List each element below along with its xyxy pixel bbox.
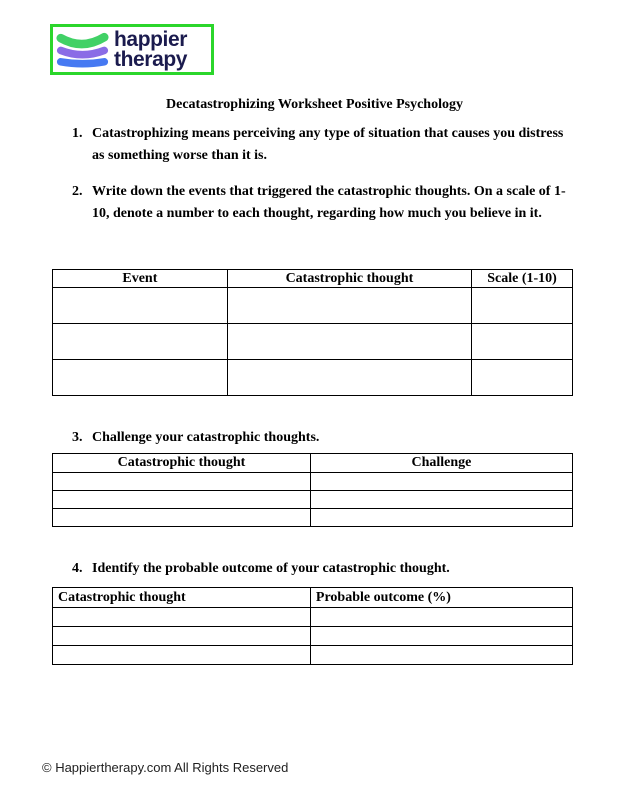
empty-cell — [310, 646, 572, 665]
empty-cell — [53, 509, 311, 527]
instruction-item-2 — [72, 181, 570, 224]
events-table-container — [52, 269, 573, 396]
empty-cell — [227, 288, 471, 324]
instruction-item-4 — [72, 558, 570, 580]
challenge-table — [52, 453, 573, 527]
instruction-item-3 — [72, 427, 570, 449]
outcome-table-container — [52, 587, 573, 665]
empty-cell — [53, 627, 311, 646]
empty-cell — [53, 491, 311, 509]
happier-therapy-logo — [50, 24, 214, 75]
events-table-header-2: Catastrophic thought — [227, 270, 471, 288]
empty-cell — [53, 360, 228, 396]
item-text: Write down the events that triggered the catastrophic thoughts. On a scale of 1-10, denote a number to each thought, regarding how much you believe in it. — [92, 184, 566, 221]
challenge-table-header-1: Catastrophic thought — [53, 454, 311, 473]
item-number: 2. — [72, 184, 83, 199]
table-header-row — [53, 454, 573, 473]
item-text: Identify the probable outcome of your catastrophic thought. — [92, 561, 450, 576]
empty-cell — [310, 608, 572, 627]
challenge-table-header-2: Challenge — [310, 454, 572, 473]
empty-cell — [53, 608, 311, 627]
item-number: 4. — [72, 561, 83, 576]
empty-cell — [472, 288, 573, 324]
table-header-row — [53, 270, 573, 288]
events-table — [52, 269, 573, 396]
item-text: Challenge your catastrophic thoughts. — [92, 430, 320, 445]
table-row — [53, 324, 573, 360]
empty-cell — [53, 473, 311, 491]
copyright-footer: © Happiertherapy.com All Rights Reserved — [42, 760, 289, 775]
empty-cell — [310, 473, 572, 491]
empty-cell — [310, 491, 572, 509]
table-row — [53, 509, 573, 527]
table-row — [53, 627, 573, 646]
logo-word-happier: happier — [114, 27, 188, 51]
empty-cell — [310, 627, 572, 646]
challenge-table-container — [52, 453, 573, 527]
logo-wordmark — [114, 27, 188, 71]
empty-cell — [227, 360, 471, 396]
logo-smile-stripes-icon — [56, 30, 109, 69]
empty-cell — [53, 646, 311, 665]
table-row — [53, 288, 573, 324]
empty-cell — [227, 324, 471, 360]
table-row — [53, 360, 573, 396]
item-text: Catastrophizing means perceiving any type of situation that causes you distress as something worse than it is. — [92, 126, 564, 163]
events-table-header-1: Event — [53, 270, 228, 288]
empty-cell — [53, 288, 228, 324]
instruction-item-1 — [72, 123, 570, 166]
events-table-header-3: Scale (1-10) — [472, 270, 573, 288]
table-row — [53, 473, 573, 491]
empty-cell — [472, 324, 573, 360]
table-row — [53, 608, 573, 627]
empty-cell — [310, 509, 572, 527]
table-row — [53, 491, 573, 509]
logo-word-therapy: therapy — [114, 47, 188, 71]
item-number: 1. — [72, 126, 83, 141]
outcome-table-header-2: Probable outcome (%) — [310, 588, 572, 608]
table-row — [53, 646, 573, 665]
outcome-table-header-1: Catastrophic thought — [53, 588, 311, 608]
outcome-table — [52, 587, 573, 665]
empty-cell — [472, 360, 573, 396]
item-number: 3. — [72, 430, 83, 445]
page-title: Decatastrophizing Worksheet Positive Psychology — [166, 97, 463, 112]
empty-cell — [53, 324, 228, 360]
table-header-row — [53, 588, 573, 608]
